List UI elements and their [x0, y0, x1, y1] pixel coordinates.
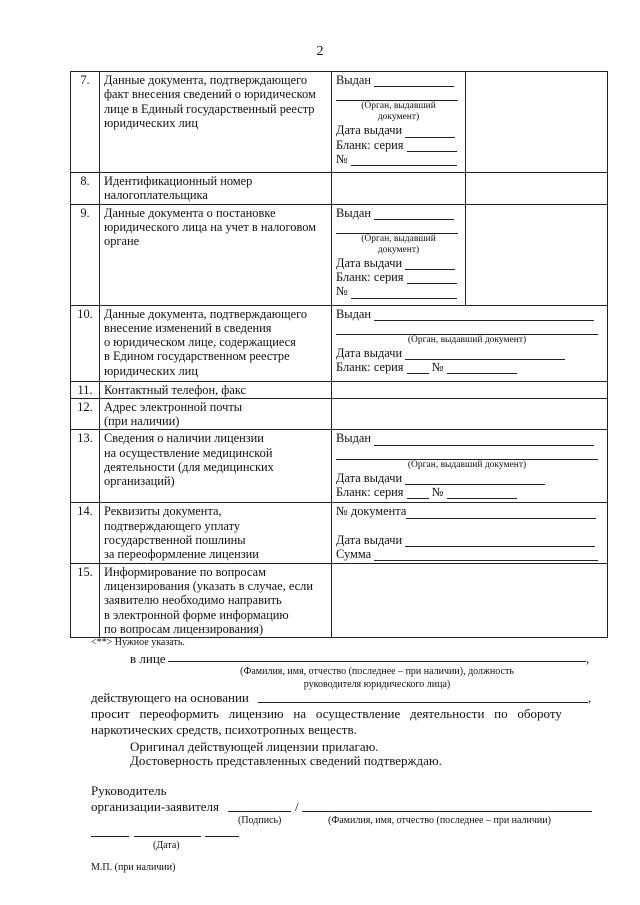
license-data-cell[interactable]: Выдан (Орган, выдавший документ) Дата выдачи Бланк: серия № [332, 430, 608, 503]
payment-data-cell[interactable]: № документа Дата выдачи Сумма [332, 503, 608, 563]
application-table [70, 71, 608, 638]
request-text: просит переоформить лицензию на осуществление деятельности по обороту наркотических средств, психотропных веществ. [91, 706, 562, 737]
row-number: 9. [71, 204, 100, 305]
row-description: Данные документа о постановке юридического лица на учет в налоговом органе [100, 204, 332, 305]
date-year-line[interactable] [205, 836, 239, 837]
table-row [71, 72, 608, 173]
row-number: 8. [71, 173, 100, 205]
email-cell[interactable] [332, 398, 608, 430]
informing-cell[interactable] [332, 563, 608, 637]
table-row [71, 563, 608, 637]
page-number: 2 [316, 44, 324, 59]
extra-cell [466, 173, 608, 205]
table-row [71, 503, 608, 563]
table-row [71, 381, 608, 398]
row-description: Данные документа, подтверждающего внесение изменений в сведения о юридическом лице, содержащиеся в Едином государственном реестре юридических лиц [100, 305, 332, 381]
original-attached: Оригинал действующей лицензии прилагаю. [130, 739, 379, 754]
basis-line[interactable] [258, 702, 588, 703]
name-caption: (Фамилия, имя, отчество (последнее – при наличии) [328, 815, 551, 826]
phone-cell[interactable] [332, 381, 608, 398]
document-data-cell[interactable]: Выдан (Орган, выдавший документ) Дата выдачи Бланк: серия № [332, 204, 466, 305]
row-number: 13. [71, 430, 100, 503]
row-number: 10. [71, 305, 100, 381]
table-row [71, 430, 608, 503]
footnote: <**> Нужное указать. [91, 637, 185, 648]
signature-caption: (Подпись) [238, 815, 282, 826]
row-number: 15. [71, 563, 100, 637]
row-number: 12. [71, 398, 100, 430]
date-day-line[interactable] [91, 836, 129, 837]
stamp-label: М.П. (при наличии) [91, 862, 176, 873]
head-label: Руководитель [91, 783, 167, 798]
person-line[interactable] [168, 661, 586, 662]
signature-line[interactable] [228, 811, 291, 812]
document-data-cell[interactable]: Выдан (Орган, выдавший документ) Дата выдачи Бланк: серия № [332, 305, 608, 381]
row-description: Реквизиты документа, подтверждающего уплату государственной пошлины за переоформление лицензии [100, 503, 332, 563]
table-row [71, 173, 608, 205]
row-description: Данные документа, подтверждающего факт внесения сведений о юридическом лице в Единый государственный реестр юридических лиц [100, 72, 332, 173]
person-caption: (Фамилия, имя, отчество (последнее – при наличии), должность руководителя юридического лица) [240, 666, 514, 690]
row-description: Контактный телефон, факс [100, 381, 332, 398]
document-data-cell[interactable]: Выдан (Орган, выдавший документ) Дата выдачи Бланк: серия № [332, 72, 466, 173]
confirm-text: Достоверность представленных сведений подтверждаю. [130, 753, 442, 768]
table-row [71, 204, 608, 305]
row-description: Адрес электронной почты (при наличии) [100, 398, 332, 430]
row-number: 11. [71, 381, 100, 398]
date-caption: (Дата) [153, 840, 180, 851]
inn-cell[interactable] [332, 173, 466, 205]
extra-cell [466, 204, 608, 305]
row-number: 14. [71, 503, 100, 563]
table-row [71, 305, 608, 381]
acting-basis-label: действующего на основании [91, 690, 249, 705]
table-row [71, 398, 608, 430]
row-number: 7. [71, 72, 100, 173]
in-person-label: в лице [130, 651, 166, 666]
org-label: организации-заявителя [91, 799, 220, 814]
date-month-line[interactable] [134, 836, 201, 837]
row-description: Идентификационный номер налогоплательщика [100, 173, 332, 205]
row-description: Информирование по вопросам лицензирования (указать в случае, если заявителю необходимо направить в электронной форме информацию по вопросам лицензирования) [100, 563, 332, 637]
row-description: Сведения о наличии лицензии на осуществление медицинской деятельности (для медицинских организаций) [100, 430, 332, 503]
extra-cell [466, 72, 608, 173]
name-line[interactable] [302, 811, 592, 812]
